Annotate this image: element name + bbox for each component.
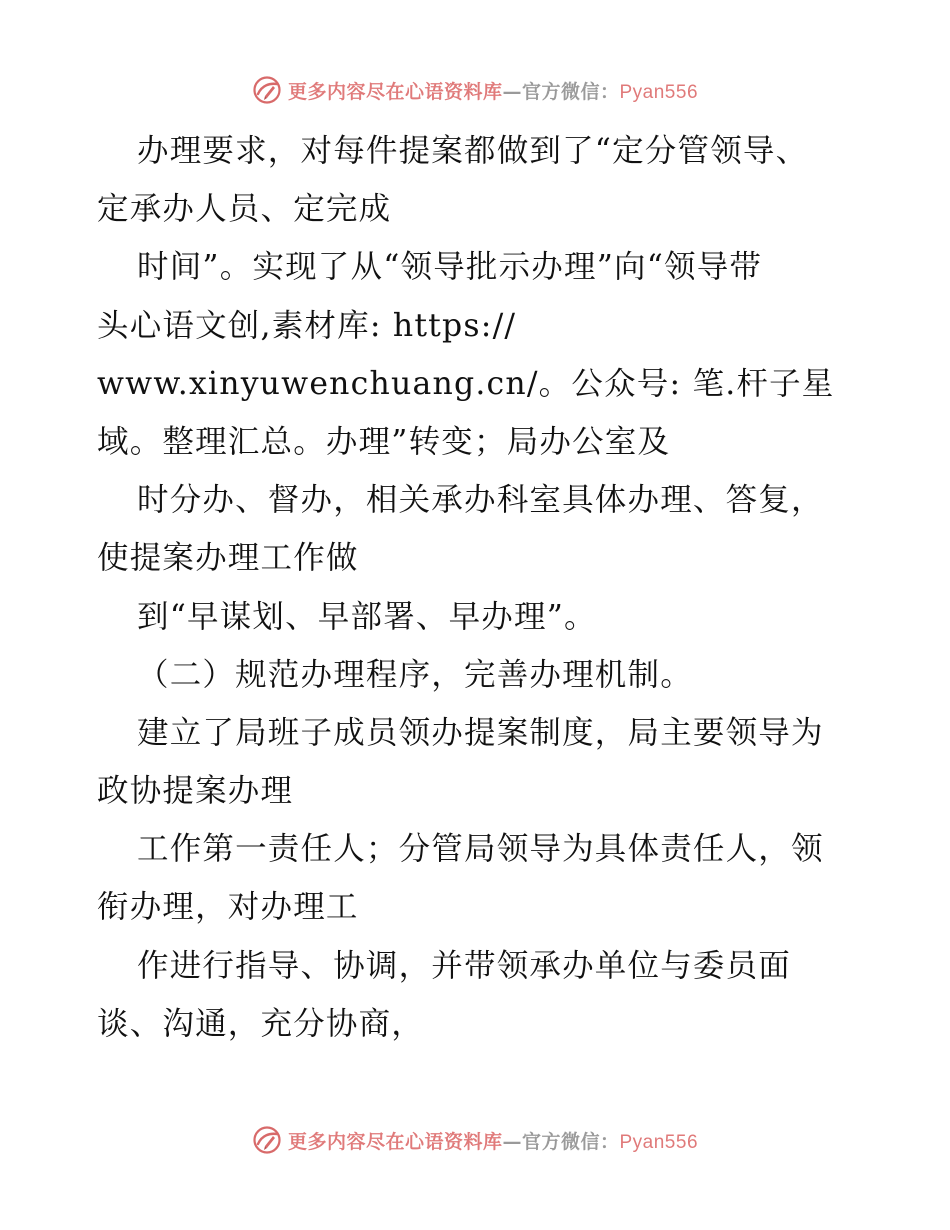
paragraph-line: 时分办、督办，相关承办科室具体办理、答复， [137,482,824,519]
pen-swoosh-logo-icon [252,75,282,105]
footer-banner [0,1120,950,1160]
paragraph-line: 工作第一责任人；分管局领导为具体责任人，领 [137,831,824,868]
banner-wechat-id: Pyan556 [619,1131,699,1153]
banner-dash: — [502,1130,522,1153]
paragraph-line: 使提案办理工作做 [97,540,359,577]
header-banner [0,70,950,110]
paragraph-line: 办理要求，对每件提案都做到了“定分管领导、 [137,133,809,169]
paragraph-line: 时间”。实现了从“领导批示办理”向“领导带 [137,249,763,286]
paragraph-line: 建立了局班子成员领办提案制度，局主要领导为 [137,714,824,751]
banner-text [288,77,698,104]
paragraph-line: 定承办人员、定完成 [97,191,392,228]
banner-main: 更多内容尽在心语资料库 [287,80,503,103]
paragraph-line: 域。整理汇总。办理”转变；局办公室及 [97,423,671,460]
paragraph-line: 作进行指导、协调，并带领承办单位与委员面 [137,947,792,984]
paragraph-line: 谈、沟通，充分协商， [97,1005,425,1042]
document-body [97,122,867,1053]
pen-swoosh-logo-icon [252,1125,282,1155]
paragraph-line: 头心语文创,素材库: https:// [97,307,517,344]
paragraph-line: www.xinyuwenchuang.cn/。公众号: 笔.杆子星 [97,365,835,402]
paragraph-line: 衔办理，对办理工 [97,889,359,926]
banner-label: 官方微信： [521,1130,620,1153]
banner-dash: — [502,80,522,103]
section-heading: （二）规范办理程序，完善办理机制。 [137,656,693,693]
banner-main: 更多内容尽在心语资料库 [287,1130,503,1153]
banner-label: 官方微信： [521,80,620,103]
banner-text [288,1127,698,1154]
banner-wechat-id: Pyan556 [619,81,699,103]
paragraph-line: 政协提案办理 [97,773,294,810]
paragraph-line: 到“早谋划、早部署、早办理”。 [137,598,597,635]
